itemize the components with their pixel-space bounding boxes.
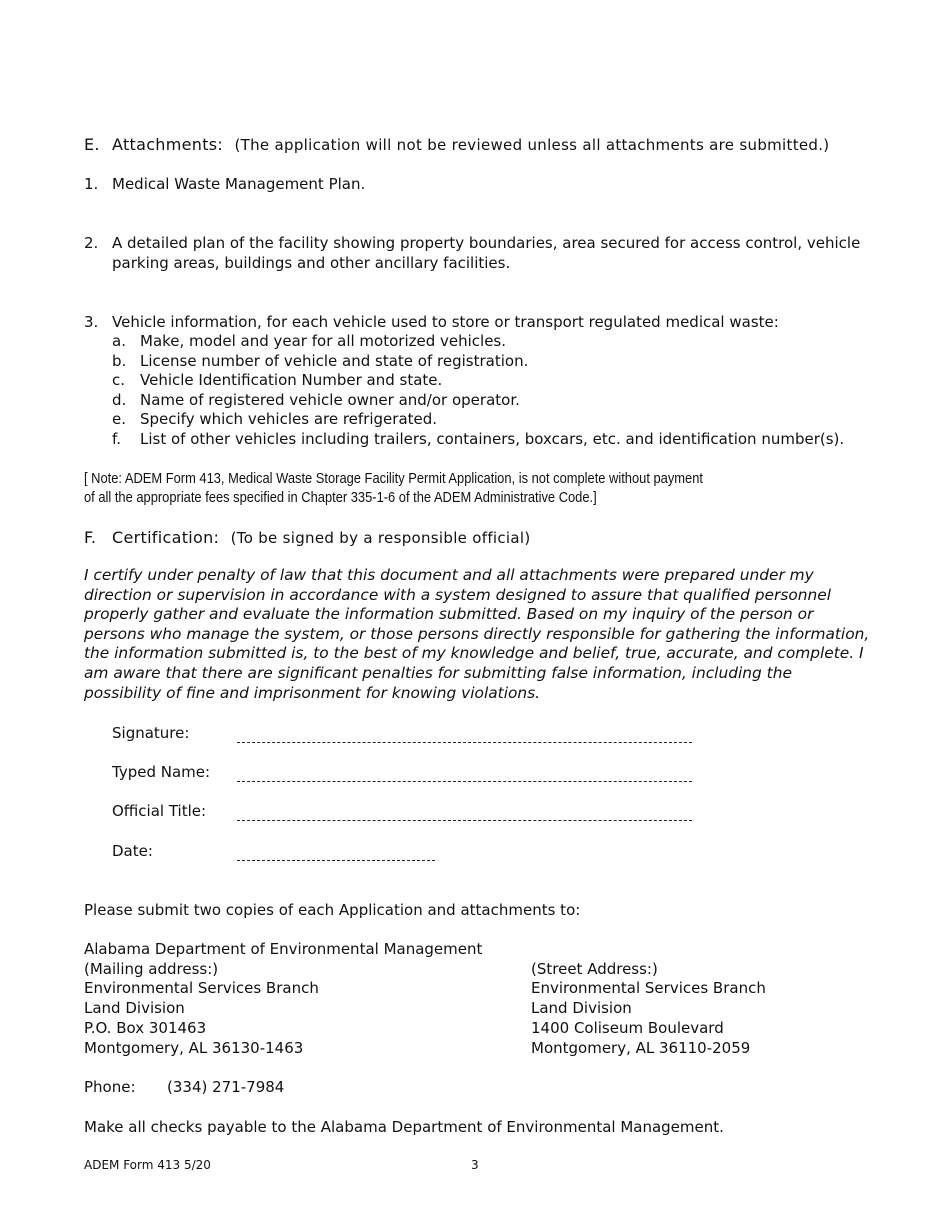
- fee-note-line2: of all the appropriate fees specified in Chapter 335-1-6 of the ADEM Administrative Code.]: [84, 489, 597, 506]
- section-f-title: Certification:: [112, 528, 220, 547]
- street-line: 1400 Coliseum Boulevard: [531, 1019, 724, 1037]
- section-f-subtitle: (To be signed by a responsible official): [230, 529, 531, 547]
- typed-name-field[interactable]: [237, 767, 692, 782]
- sub-item-c: c. Vehicle Identification Number and state.: [112, 371, 443, 389]
- list-item-number: 3.: [84, 313, 99, 331]
- mailing-street: P.O. Box 301463: [84, 1019, 207, 1037]
- sub-item-b: b. License number of vehicle and state of registration.: [112, 352, 529, 370]
- street-division: Land Division: [531, 999, 632, 1017]
- phone-number: (334) 271-7984: [167, 1078, 285, 1096]
- signature-label: Signature:: [112, 724, 190, 742]
- section-f-letter: F.: [84, 528, 97, 547]
- list-item-number: 1.: [84, 175, 99, 193]
- street-address-label: (Street Address:): [531, 960, 658, 978]
- list-item-number: 2.: [84, 234, 99, 252]
- list-item-1: [84, 174, 365, 194]
- list-item-2: [84, 233, 860, 253]
- checks-payable: Make all checks payable to the Alabama Department of Environmental Management.: [84, 1118, 724, 1136]
- section-f-heading: [84, 528, 531, 548]
- mailing-city: Montgomery, AL 36130-1463: [84, 1039, 304, 1057]
- list-item-3: [84, 312, 779, 332]
- section-e-subtitle: (The application will not be reviewed unless all attachments are submitted.): [234, 136, 830, 154]
- list-item-text: Medical Waste Management Plan.: [112, 175, 366, 193]
- mailing-division: Land Division: [84, 999, 185, 1017]
- list-item-text-line1: A detailed plan of the facility showing property boundaries, area secured for access control, vehicle: [112, 234, 861, 252]
- phone-label: Phone:: [84, 1078, 136, 1096]
- official-title-label: Official Title:: [112, 802, 207, 820]
- sub-item-f: f. List of other vehicles including trailers, containers, boxcars, etc. and identification number(s).: [112, 430, 845, 448]
- section-e-heading: [84, 135, 829, 155]
- date-label: Date:: [112, 842, 153, 860]
- section-e-title: Attachments:: [112, 135, 224, 154]
- section-e-letter: E.: [84, 135, 100, 154]
- official-title-field[interactable]: [237, 806, 692, 821]
- certification-statement: I certify under penalty of law that this document and all attachments were prepared under my direction or supervision in accordance with a system designed to assure that qualified personnel properly gather and evaluate the information submitted. Based on my inquiry of the person or persons who manage the system, or those persons directly responsible for gathering the information, the information submitted is, to the best of my knowledge and belief, true, accurate, and complete. I am aware that there are significant penalties for submitting false information, including the possibility of fine and imprisonment for knowing violations.: [84, 566, 870, 702]
- list-item-2-continued: parking areas, buildings and other ancillary facilities.: [112, 254, 511, 272]
- mailing-label: (Mailing address:): [84, 960, 219, 978]
- list-item-text: Vehicle information, for each vehicle used to store or transport regulated medical waste:: [112, 313, 779, 331]
- sub-item-a: a. Make, model and year for all motorized vehicles.: [112, 332, 507, 350]
- signature-field[interactable]: [237, 728, 692, 743]
- sub-item-e: e. Specify which vehicles are refrigerated.: [112, 410, 438, 428]
- fee-note-line1: [ Note: ADEM Form 413, Medical Waste Storage Facility Permit Application, is not complete without payment: [84, 470, 703, 487]
- mailing-branch: Environmental Services Branch: [84, 979, 319, 997]
- agency-name: Alabama Department of Environmental Management: [84, 940, 483, 958]
- submission-intro: Please submit two copies of each Application and attachments to:: [84, 901, 581, 919]
- typed-name-label: Typed Name:: [112, 763, 211, 781]
- street-branch: Environmental Services Branch: [531, 979, 766, 997]
- page-number: 3: [471, 1158, 479, 1172]
- form-id: ADEM Form 413 5/20: [84, 1158, 211, 1172]
- sub-item-d: d. Name of registered vehicle owner and/or operator.: [112, 391, 520, 409]
- street-city: Montgomery, AL 36110-2059: [531, 1039, 751, 1057]
- date-field[interactable]: [237, 846, 435, 861]
